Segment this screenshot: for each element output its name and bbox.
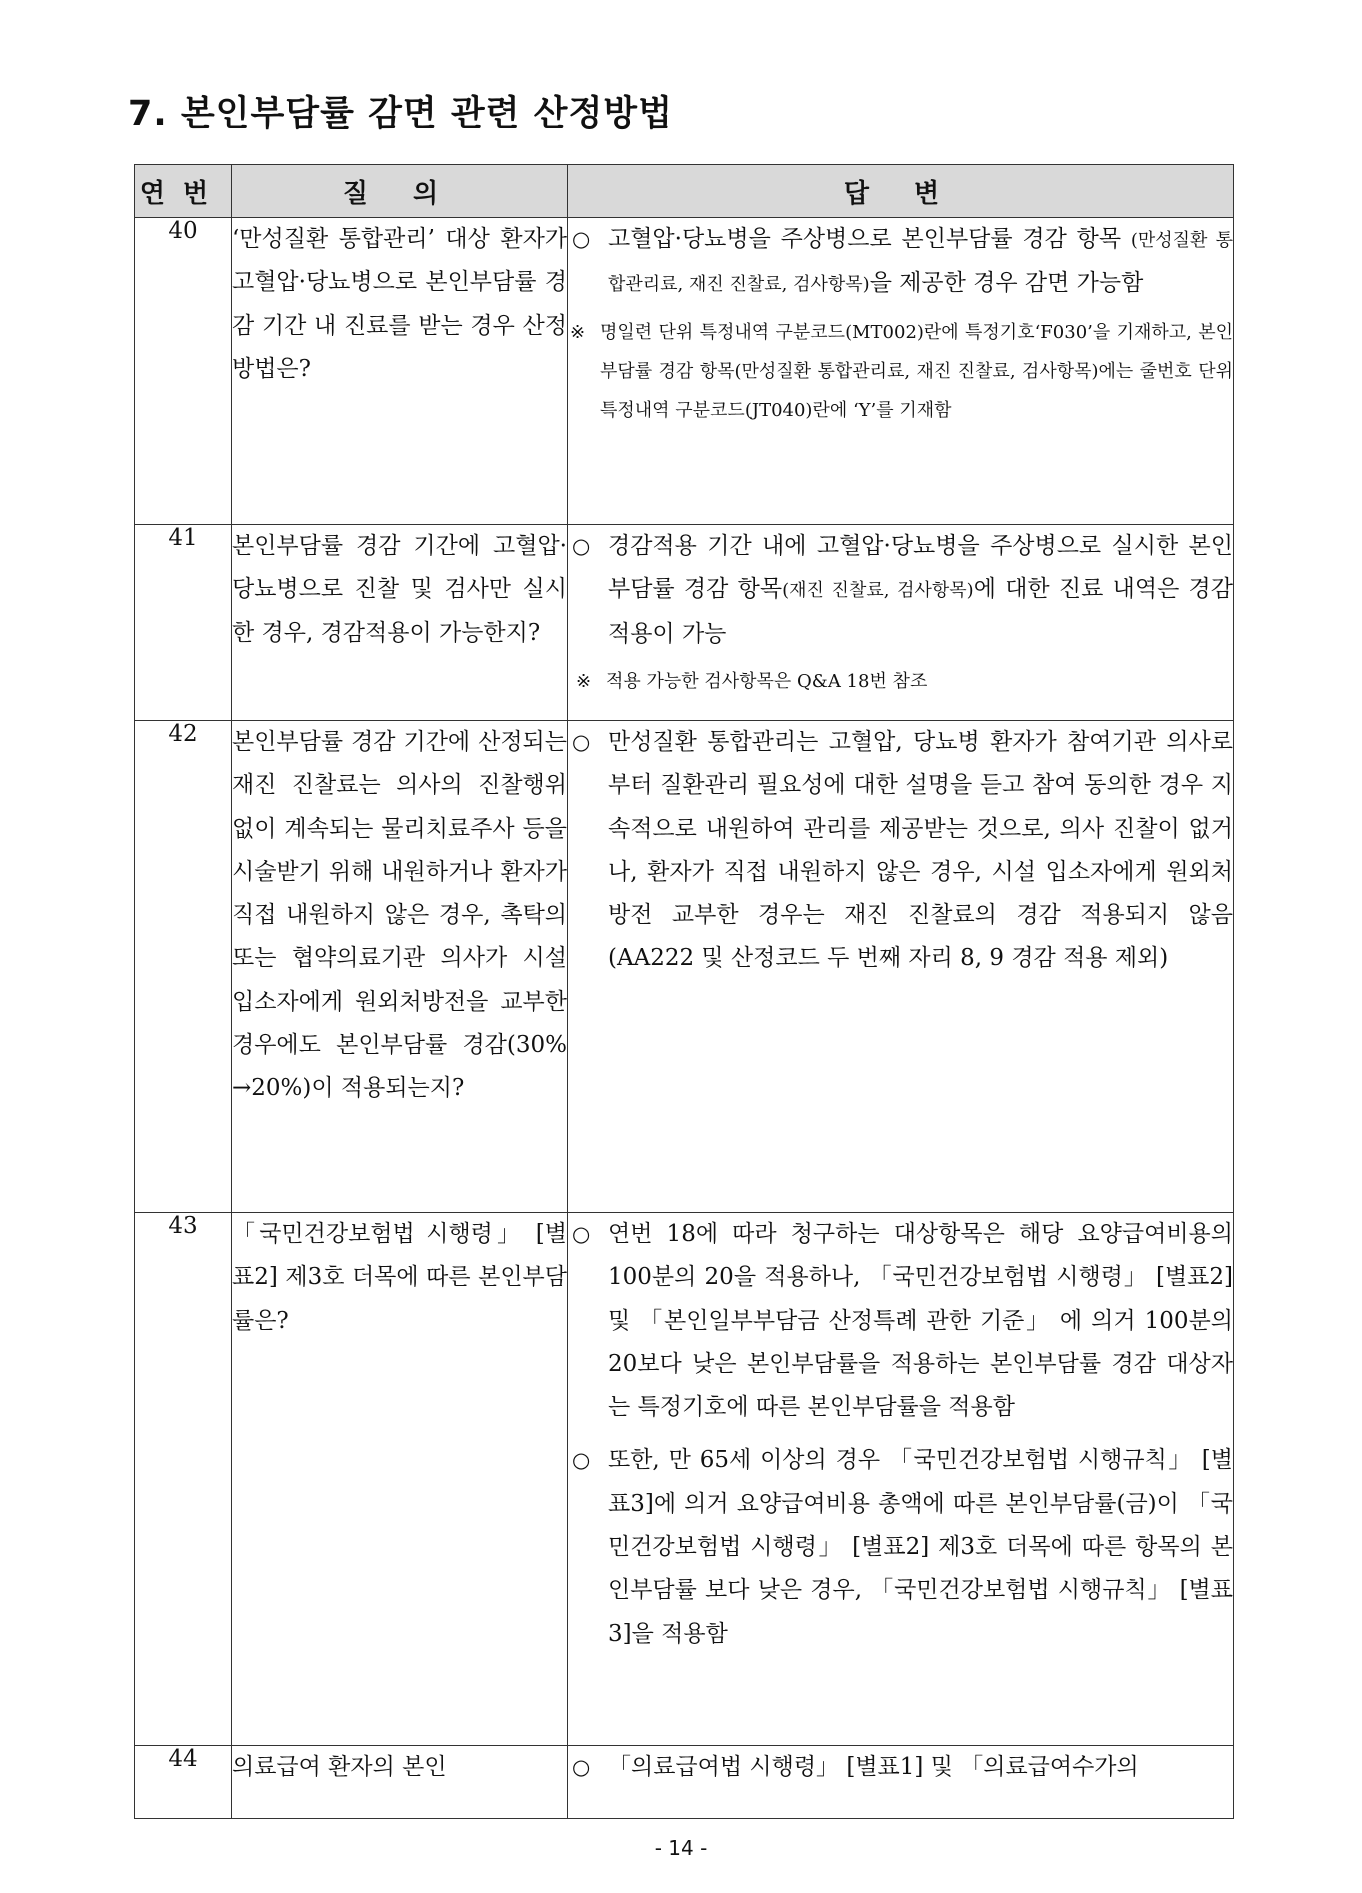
qa-table xyxy=(134,164,1234,1819)
answer-cell xyxy=(568,1746,1234,1819)
question-cell: 「국민건강보험법 시행령」 [별표2] 제3호 더목에 따른 본인부담률은? xyxy=(232,1213,568,1746)
reference-mark-icon: ※ xyxy=(576,670,592,692)
note-text: 적용 가능한 검사항목은 Q&A 18번 참조 xyxy=(606,670,928,692)
table-row xyxy=(135,1746,1234,1819)
answer-main: 고혈압·당뇨병을 주상병으로 본인부담률 경감 항목 xyxy=(608,226,1122,252)
question-cell: 의료급여 환자의 본인 xyxy=(232,1746,568,1819)
circle-bullet-icon: ○ xyxy=(572,1448,591,1473)
page-number: - 14 - xyxy=(654,1836,708,1860)
answer-item xyxy=(568,1746,1233,1789)
answer-small: (만성질환 통합관리료, 재진 진찰료, 검사항목) xyxy=(608,230,1234,296)
table-row xyxy=(135,218,1234,525)
answer-main: 경감적용 기간 내에 고혈압·당뇨병을 주상병으로 실시한 본인부담률 경감 항목 xyxy=(608,533,1233,603)
header-answer: 답 변 xyxy=(568,165,1234,218)
circle-bullet-icon: ○ xyxy=(572,1222,591,1246)
answer-cell xyxy=(568,525,1234,721)
page-title: 7. 본인부담률 감면 관련 산정방법 xyxy=(128,94,673,134)
circle-bullet-icon: ○ xyxy=(572,1755,591,1779)
answer-small: (재진 진찰료, 검사항목) xyxy=(782,580,974,602)
answer-item xyxy=(568,1439,1233,1655)
answer-text: 또한, 만 65세 이상의 경우 「국민건강보험법 시행규칙」 [별표3]에 의거 요양급여비용 총액에 따른 본인부담률(금)이 「국민건강보험법 시행령」 [별표2] 제3호 더목에 따른 항목의 본인부담률 보다 낮은 경우, 「국민건강보험법 시행규칙」 [별표3]을 적용함 xyxy=(608,1447,1233,1647)
answer-item xyxy=(568,218,1233,307)
row-number: 42 xyxy=(135,721,232,1213)
answer-text: 연번 18에 따라 청구하는 대상항목은 해당 요양급여비용의 100분의 20을 적용하나, 「국민건강보험법 시행령」 [별표2] 및 「본인일부부담금 산정특례 관한 기준」 에 의거 100분의 20보다 낮은 본인부담률을 적용하는 본인부담률 경감 대상자는 특정기호에 따른 본인부담률을 적용함 xyxy=(608,1221,1233,1421)
table-row xyxy=(135,1213,1234,1746)
reference-mark-icon: ※ xyxy=(570,321,586,343)
row-number: 40 xyxy=(135,218,232,525)
answer-note xyxy=(568,313,1233,430)
question-cell: ‘만성질환 통합관리’ 대상 환자가 고혈압·당뇨병으로 본인부담률 경감 기간 내 진료를 받는 경우 산정방법은? xyxy=(232,218,568,525)
answer-item xyxy=(568,721,1233,981)
answer-cell xyxy=(568,721,1234,1213)
answer-cell xyxy=(568,218,1234,525)
row-number: 44 xyxy=(135,1746,232,1819)
table-row xyxy=(135,525,1234,721)
circle-bullet-icon: ○ xyxy=(572,730,591,754)
answer-text: 「의료급여법 시행령」 [별표1] 및 「의료급여수가의 xyxy=(608,1754,1139,1780)
answer-text xyxy=(608,218,1233,307)
circle-bullet-icon: ○ xyxy=(572,534,591,558)
table-header-row xyxy=(135,165,1234,218)
answer-cell xyxy=(568,1213,1234,1746)
row-number: 41 xyxy=(135,525,232,721)
row-number: 43 xyxy=(135,1213,232,1746)
answer-text: 만성질환 통합관리는 고혈압, 당뇨병 환자가 참여기관 의사로부터 질환관리 필요성에 대한 설명을 듣고 참여 동의한 경우 지속적으로 내원하여 관리를 제공받는 것으로, 의사 진찰이 없거나, 환자가 직접 내원하지 않은 경우, 시설 입소자에게 원외처방전 교부한 경우는 재진 진찰료의 경감 적용되지 않음 (AA222 및 산정코드 두 번째 자리 8, 9 경감 적용 제외) xyxy=(608,729,1233,972)
note-text: 명일련 단위 특정내역 구분코드(MT002)란에 특정기호‘F030’을 기재하고, 본인부담률 경감 항목(만성질환 통합관리료, 재진 진찰료, 검사항목)에는 줄번호 단위 특정내역 구분코드(JT040)란에 ‘Y’를 기재함 xyxy=(600,321,1233,421)
answer-text xyxy=(608,525,1233,656)
answer-after: 을 제공한 경우 감면 가능함 xyxy=(869,270,1144,297)
header-number: 연번 xyxy=(135,165,232,218)
circle-bullet-icon: ○ xyxy=(572,227,591,251)
header-question: 질 의 xyxy=(232,165,568,218)
answer-item xyxy=(568,1213,1233,1429)
table-row xyxy=(135,721,1234,1213)
answer-after: 에 대한 진료 내역은 경감적용이 가능 xyxy=(608,576,1233,647)
answer-item xyxy=(568,525,1233,656)
answer-note xyxy=(568,662,1233,701)
question-cell: 본인부담률 경감 기간에 고혈압·당뇨병으로 진찰 및 검사만 실시한 경우, 경감적용이 가능한지? xyxy=(232,525,568,721)
question-cell: 본인부담률 경감 기간에 산정되는 재진 진찰료는 의사의 진찰행위 없이 계속되는 물리치료주사 등을 시술받기 위해 내원하거나 환자가 직접 내원하지 않은 경우, 촉탁의 또는 협약의료기관 의사가 시설 입소자에게 원외처방전을 교부한 경우에도 본인부담률 경감(30% →20%)이 적용되는지? xyxy=(232,721,568,1213)
